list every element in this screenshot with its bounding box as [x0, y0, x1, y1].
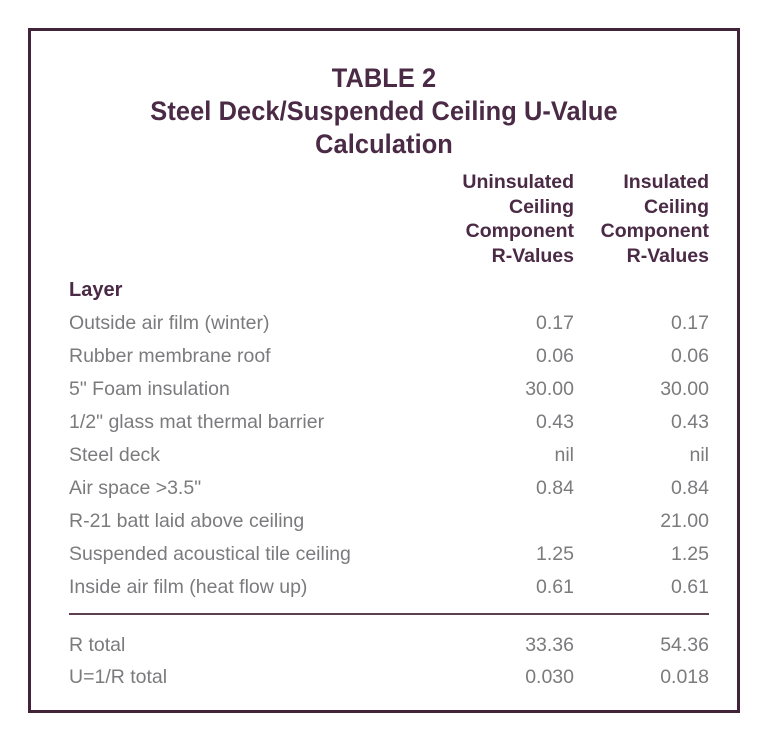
- uninsulated-value: 30.00: [525, 378, 574, 400]
- table-title: [31, 62, 737, 161]
- table-row: [69, 302, 709, 335]
- column-header-uninsulated-line-3: Component: [465, 220, 574, 242]
- table-title-line-2: Calculation: [315, 129, 453, 159]
- layer-name: Steel deck: [69, 444, 161, 466]
- table-body: [69, 302, 709, 599]
- table-row: [69, 401, 709, 434]
- layer-name: Rubber membrane roof: [69, 345, 271, 367]
- insulated-value: nil: [689, 444, 709, 466]
- layer-name: Suspended acoustical tile ceiling: [69, 543, 351, 565]
- uninsulated-value: nil: [554, 444, 574, 466]
- layer-name: U=1/R total: [69, 666, 168, 688]
- column-header-insulated: [574, 170, 709, 268]
- table-total-row: [69, 657, 709, 689]
- table-row: [69, 467, 709, 500]
- table-total-row: [69, 625, 709, 657]
- table-row: [69, 368, 709, 401]
- layer-name: R total: [69, 634, 126, 656]
- table-row: [69, 533, 709, 566]
- uninsulated-value: 0.61: [536, 576, 574, 598]
- insulated-value: 30.00: [660, 378, 709, 400]
- insulated-value: 21.00: [660, 510, 709, 532]
- layer-name: R-21 batt laid above ceiling: [69, 510, 305, 532]
- uninsulated-value: 0.030: [525, 666, 574, 688]
- table-totals: [69, 625, 709, 689]
- table-number: TABLE 2: [331, 63, 437, 93]
- layer-name: Inside air film (heat flow up): [69, 576, 308, 598]
- layer-name: 5" Foam insulation: [69, 378, 230, 400]
- insulated-value: 1.25: [671, 543, 709, 565]
- insulated-value: 0.84: [671, 477, 709, 499]
- table-row-layer-header: [69, 268, 709, 302]
- layer-name: 1/2" glass mat thermal barrier: [69, 411, 325, 433]
- column-header-uninsulated-line-2: Ceiling: [508, 195, 574, 218]
- layer-name: Air space >3.5": [69, 477, 202, 499]
- uninsulated-value: 0.84: [536, 477, 574, 499]
- insulated-value: 0.43: [671, 411, 709, 433]
- layer-name: Outside air film (winter): [69, 312, 270, 334]
- insulated-value: 54.36: [660, 634, 709, 656]
- column-header-insulated-line-1: Insulated: [623, 171, 709, 193]
- table-row: [69, 500, 709, 533]
- column-header-uninsulated: [439, 170, 574, 268]
- insulated-value: 0.018: [660, 666, 709, 688]
- layer-column-header: Layer: [69, 279, 123, 301]
- uninsulated-value: 0.06: [536, 345, 574, 367]
- table-column-headers: [69, 170, 709, 268]
- column-header-insulated-line-3: Component: [600, 220, 709, 242]
- table-row: [69, 434, 709, 467]
- uninsulated-value: 1.25: [536, 543, 574, 565]
- insulated-value: 0.17: [671, 312, 709, 334]
- uninsulated-value: 33.36: [525, 634, 574, 656]
- uninsulated-value: 0.43: [536, 411, 574, 433]
- r-value-table: [69, 170, 709, 689]
- table-frame: [28, 28, 740, 713]
- table-title-line-1: Steel Deck/Suspended Ceiling U-Value: [150, 96, 618, 126]
- insulated-value: 0.06: [671, 345, 709, 367]
- column-header-insulated-line-4: R-Values: [626, 244, 709, 267]
- uninsulated-value: 0.17: [536, 312, 574, 334]
- column-header-uninsulated-line-4: R-Values: [491, 244, 574, 267]
- insulated-value: 0.61: [671, 576, 709, 598]
- table-row: [69, 566, 709, 599]
- column-header-insulated-line-2: Ceiling: [643, 195, 709, 218]
- totals-divider: [69, 613, 709, 615]
- table-row: [69, 335, 709, 368]
- column-header-uninsulated-line-1: Uninsulated: [462, 171, 574, 193]
